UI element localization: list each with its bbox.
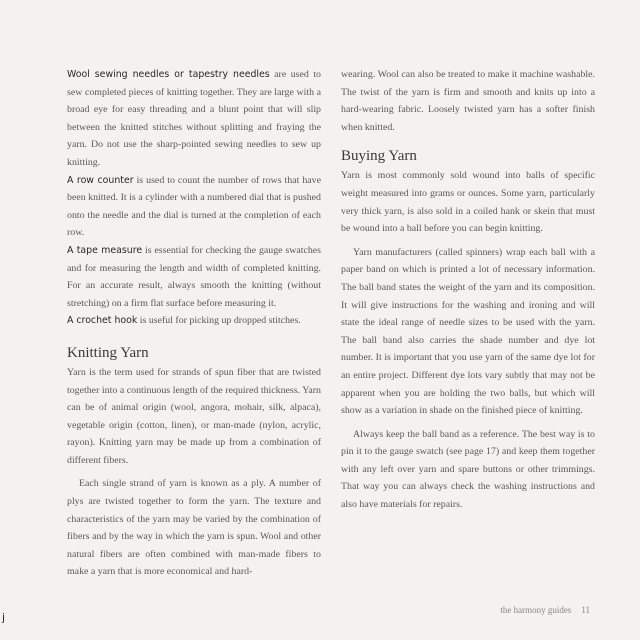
tool-paragraph-row-counter	[67, 172, 321, 242]
publication-name: the harmony guides	[500, 605, 572, 615]
knitting-yarn-paragraph: Each single strand of yarn is known as a ply. A number of plys are twisted together to form the yarn. The texture and characteristics of the yarn may be varied by the combination of fibers and by the way in which the yarn is spun. Wool and other natural fibers are often combined with man-made fibers to make a yarn that is more economical and hard-	[67, 478, 321, 578]
tool-paragraph-tape-measure	[67, 242, 321, 312]
tool-paragraph-needles	[67, 66, 321, 172]
tool-term: A row counter	[67, 174, 134, 186]
page-footer	[500, 605, 590, 615]
right-column	[341, 66, 595, 514]
tool-term: A crochet hook	[67, 315, 138, 327]
knitting-yarn-heading: Knitting Yarn	[67, 344, 149, 361]
tool-description: are used to sew completed pieces of knitting together. They are large with a broad eye for easy threading and a blunt point that will slip between the knitted stitches without splitting and fraying the yarn. Do not use the sharp-pointed sewing needles to sew up knitting.	[67, 69, 321, 168]
edge-mark: j	[2, 611, 6, 624]
buying-yarn-paragraph: Always keep the ball band as a reference. The best way is to pin it to the gauge swatch (see page 17) and keep them together with any left over yarn and spare buttons or other trimmings. That way you can always check the washing instructions and also have materials for repairs.	[341, 428, 595, 511]
left-column	[67, 66, 321, 581]
tool-term: Wool sewing needles or tapestry needles	[67, 69, 270, 80]
knitting-yarn-paragraph: Yarn is the term used for strands of spun fiber that are twisted together into a continuous length of the required thickness. Yarn can be of animal origin (wool, angora, mohair, silk, alpaca), vegetable origin (cotton, linen), or man-made (nylon, acrylic, rayon). Knitting yarn may be made up from a combination of different fibers.	[67, 366, 321, 466]
tool-term: A tape measure	[67, 244, 143, 256]
page-number: 11	[581, 605, 590, 615]
tool-description: is used to count the number of rows that have been knitted. It is a cylinder with a numbered dial that is pushed onto the needle and the dial is turned at the completion of each row.	[67, 174, 321, 239]
buying-yarn-heading: Buying Yarn	[341, 148, 417, 165]
buying-yarn-paragraph: Yarn is most commonly sold wound into balls of specific weight measured into grams or ounces. Some yarn, particularly very thick yarn, is also sold in a coiled hank or skein that must be wound into a ball before you can begin knitting.	[341, 170, 595, 235]
tool-paragraph-crochet-hook	[67, 312, 321, 330]
buying-yarn-paragraph: Yarn manufacturers (called spinners) wrap each ball with a paper band on which is printed a lot of necessary information. The ball band states the weight of the yarn and its composition. It will give instructions for the washing and ironing and will state the ideal range of needle sizes to be used with the yarn. The ball band also carries the shade number and dye lot number. It is important that you use yarn of the same dye lot for an entire project. Different dye lots vary subtly that may not be apparent when you are holding the two balls, but which will show as a variation in shade on the finished piece of knitting.	[341, 246, 595, 417]
continued-paragraph: wearing. Wool can also be treated to make it machine washable. The twist of the yarn is firm and smooth and knits up into a hard-wearing fabric. Loosely twisted yarn has a softer finish when knitted.	[341, 69, 595, 133]
tool-description: is essential for checking the gauge swatches and for measuring the length and width of completed knitting. For an accurate result, always smooth the knitting (without stretching) on a firm flat surface before measuring it.	[67, 244, 321, 309]
tool-description: is useful for picking up dropped stitches.	[137, 315, 301, 327]
